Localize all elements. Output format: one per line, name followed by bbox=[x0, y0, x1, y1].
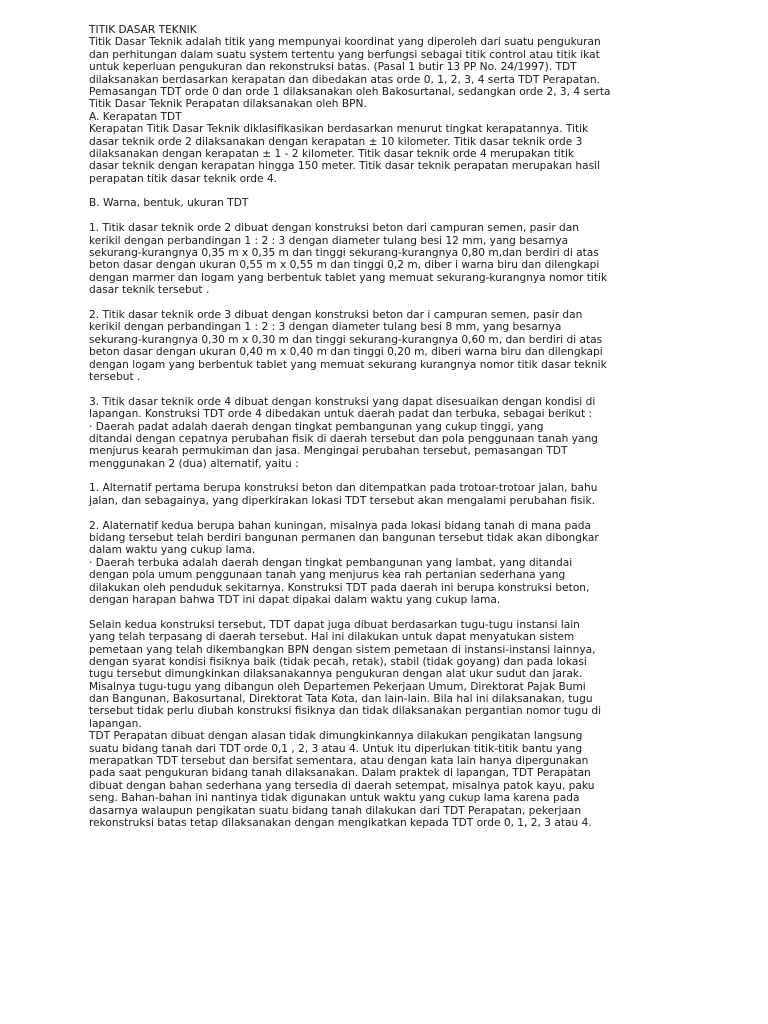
item-3-paragraph bbox=[89, 396, 719, 421]
text-line: pemetaan yang telah dikembangkan BPN dengan sistem pemetaan di instansi-instansi lainnya, bbox=[89, 643, 596, 656]
text-line: dalam waktu yang cukup lama. bbox=[89, 544, 256, 557]
text-line: dilaksanakan berdasarkan kerapatan dan dibedakan atas orde 0, 1, 2, 3, 4 serta TDT Perapatan. bbox=[89, 73, 600, 86]
text-line: 2. Titik dasar teknik orde 3 dibuat dengan konstruksi beton dar i campuran semen, pasir dan bbox=[89, 308, 583, 321]
text-line: dasar teknik dengan kerapatan hingga 150 meter. Titik dasar teknik perapatan merupakan hasil bbox=[89, 160, 601, 173]
section-a-heading: A. Kerapatan TDT bbox=[89, 110, 182, 123]
text-line: Titik Dasar Teknik adalah titik yang mempunyai koordinat yang diperoleh dari suatu pengukuran bbox=[89, 36, 601, 49]
text-line: beton dasar dengan ukuran 0,40 m x 0,40 m dan tinggi 0,20 m, diberi warna biru dan dilengkapi bbox=[89, 346, 603, 359]
text-line: untuk keperluan pengukuran dan rekonstruksi batas. (Pasal 1 butir 13 PP No. 24/1997). TDT bbox=[89, 61, 577, 74]
text-line: pada saat pengukuran bidang tanah dilaksanakan. Dalam praktek di lapangan, TDT Perapatan bbox=[89, 767, 591, 780]
text-line: merapatkan TDT tersebut dan bersifat sementara, atau dengan kata lain hanya dipergunakan bbox=[89, 755, 589, 768]
intro-paragraph bbox=[89, 36, 719, 110]
text-line: jalan, dan sebagainya, yang diperkirakan lokasi TDT tersebut akan mengalami perubahan fisik. bbox=[89, 494, 596, 507]
item-1-paragraph bbox=[89, 222, 719, 296]
text-line: dan Bangunan, Bakosurtanal, Direktorat Tata Kota, dan lain-lain. Bila hal ini dilaksanakan, tugu bbox=[89, 693, 593, 706]
alternative-1-paragraph bbox=[89, 482, 719, 507]
section-a-paragraph bbox=[89, 123, 719, 185]
text-line: 2. Alaternatif kedua berupa bahan kuningan, misalnya pada lokasi bidang tanah di mana pada bbox=[89, 519, 591, 532]
text-line: kerikil dengan perbandingan 1 : 2 : 3 dengan diameter tulang besi 8 mm, yang besarnya bbox=[89, 321, 562, 334]
text-line: menjurus kearah permukiman dan jasa. Mengingai perubahan tersebut, pemasangan TDT bbox=[89, 445, 568, 458]
text-line: menggunakan 2 (dua) alternatif, yaitu : bbox=[89, 457, 299, 470]
text-line: bidang tersebut telah berdiri bangunan permanen dan bangunan tersebut tidak akan dibongkar bbox=[89, 532, 599, 545]
text-line: tugu tersebut dimungkinkan dilaksanakannya pengukuran dengan alat ukur sudut dan jarak. bbox=[89, 668, 583, 681]
text-line: dengan logam yang berbentuk tablet yang memuat sekurang kurangnya nomor titik dasar teknik bbox=[89, 358, 607, 371]
text-line: Selain kedua konstruksi tersebut, TDT dapat juga dibuat berdasarkan tugu-tugu instansi lain bbox=[89, 618, 580, 631]
text-line: sekurang-kurangnya 0,30 m x 0,30 m dan tinggi sekurang-kurangnya 0,60 m, dan berdiri di atas bbox=[89, 333, 603, 346]
text-line: dengan syarat kondisi fisiknya baik (tidak pecah, retak), stabil (tidak goyang) dan pada lokasi bbox=[89, 655, 587, 668]
text-line: lapangan. bbox=[89, 717, 142, 730]
bullet-daerah-padat bbox=[89, 421, 719, 471]
text-line: lapangan. Konstruksi TDT orde 4 dibedakan untuk daerah padat dan terbuka, sebagai berikut : bbox=[89, 408, 593, 421]
text-line: Pemasangan TDT orde 0 dan orde 1 dilaksanakan oleh Bakosurtanal, sedangkan orde 2, 3, 4 serta bbox=[89, 85, 611, 98]
bullet-line: · Daerah padat adalah daerah dengan tingkat pembangunan yang cukup tinggi, yang bbox=[89, 420, 544, 433]
closing-paragraph bbox=[89, 619, 719, 830]
text-line: ditandai dengan cepatnya perubahan fisik di daerah tersebut dan pola penggunaan tanah yang bbox=[89, 432, 598, 445]
bullet-line: · Daerah terbuka adalah daerah dengan tingkat pembangunan yang lambat, yang ditandai bbox=[89, 556, 573, 569]
text-line: seng. Bahan-bahan ini nantinya tidak digunakan untuk waktu yang cukup lama karena pada bbox=[89, 792, 580, 805]
text-line: TDT Perapatan dibuat dengan alasan tidak dimungkinkannya dilakukan pengikatan langsung bbox=[89, 730, 583, 743]
text-line: Kerapatan Titik Dasar Teknik diklasifikasikan berdasarkan menurut tingkat kerapatannya. Titik bbox=[89, 123, 589, 136]
text-line: yang telah terpasang di daerah tersebut. Hal ini dilakukan untuk dapat menyatukan sistem bbox=[89, 631, 575, 644]
text-line: tersebut tidak perlu diubah konstruksi fisiknya dan tidak dilaksanakan pergantian nomor tugu di bbox=[89, 705, 602, 718]
text-line: 1. Alternatif pertama berupa konstruksi beton dan ditempatkan pada trotoar-trotoar jalan, bahu bbox=[89, 482, 598, 495]
text-line: Titik Dasar Teknik Perapatan dilaksanakan oleh BPN. bbox=[89, 98, 367, 111]
text-line: perapatan titik dasar teknik orde 4. bbox=[89, 172, 278, 185]
text-line: dilakukan oleh penduduk sekitarnya. Konstruksi TDT pada daerah ini berupa konstruksi beton, bbox=[89, 581, 590, 594]
text-line: dasar teknik tersebut . bbox=[89, 284, 210, 297]
text-line: dengan marmer dan logam yang berbentuk tablet yang memuat sekurang-kurangnya nomor titik bbox=[89, 271, 608, 284]
text-line: rekonstruksi batas tetap dilaksanakan dengan mengikatkan kepada TDT orde 0, 1, 2, 3 atau 4. bbox=[89, 817, 592, 829]
item-2-paragraph bbox=[89, 309, 719, 383]
text-line: 3. Titik dasar teknik orde 4 dibuat dengan konstruksi yang dapat disesuaikan dengan kondisi di bbox=[89, 395, 596, 408]
document-title: TITIK DASAR TEKNIK bbox=[89, 24, 197, 36]
document-page bbox=[89, 24, 719, 829]
text-line: dilaksanakan dengan kerapatan ± 1 - 2 kilometer. Titik dasar teknik orde 4 merupakan titik bbox=[89, 147, 575, 160]
text-line: dibuat dengan bahan sederhana yang tersedia di daerah setempat, misalnya patok kayu, paku bbox=[89, 779, 595, 792]
text-line: sekurang-kurangnya 0,35 m x 0,35 m dan tinggi sekurang-kurangnya 0,80 m,dan berdiri di atas bbox=[89, 247, 599, 260]
section-b-heading: B. Warna, bentuk, ukuran TDT bbox=[89, 197, 249, 210]
text-line: 1. Titik dasar teknik orde 2 dibuat dengan konstruksi beton dari campuran semen, pasir dan bbox=[89, 222, 579, 235]
alternative-2-paragraph bbox=[89, 520, 719, 557]
text-line: dasarnya walaupun pengikatan suatu bidang tanah dilakukan dari TDT Perapatan, pekerjaan bbox=[89, 804, 582, 817]
bullet-daerah-terbuka bbox=[89, 557, 719, 607]
text-line: suatu bidang tanah dari TDT orde 0,1 , 2, 3 atau 4. Untuk itu diperlukan titik-titik bantu yang bbox=[89, 742, 583, 755]
text-line: tersebut . bbox=[89, 370, 141, 383]
text-line: beton dasar dengan ukuran 0,55 m x 0,55 m dan tinggi 0,2 m, diber i warna biru dan dilengkapi bbox=[89, 259, 600, 272]
text-line: Misalnya tugu-tugu yang dibangun oleh Departemen Pekerjaan Umum, Direktorat Pajak Bumi bbox=[89, 680, 586, 693]
text-line: dengan pola umum penggunaan tanah yang menjurus kea rah pertanian sederhana yang bbox=[89, 569, 566, 582]
text-line: dan perhitungan dalam suatu system tertentu yang berfungsi sebagai titik control atau titik ikat bbox=[89, 48, 600, 61]
text-line: dengan harapan bahwa TDT ini dapat dipakai dalam waktu yang cukup lama. bbox=[89, 593, 501, 606]
text-line: dasar teknik orde 2 dilaksanakan dengan kerapatan ± 10 kilometer. Titik dasar teknik orde 3 bbox=[89, 135, 583, 148]
text-line: kerikil dengan perbandingan 1 : 2 : 3 dengan diameter tulang besi 12 mm, yang besarnya bbox=[89, 234, 569, 247]
